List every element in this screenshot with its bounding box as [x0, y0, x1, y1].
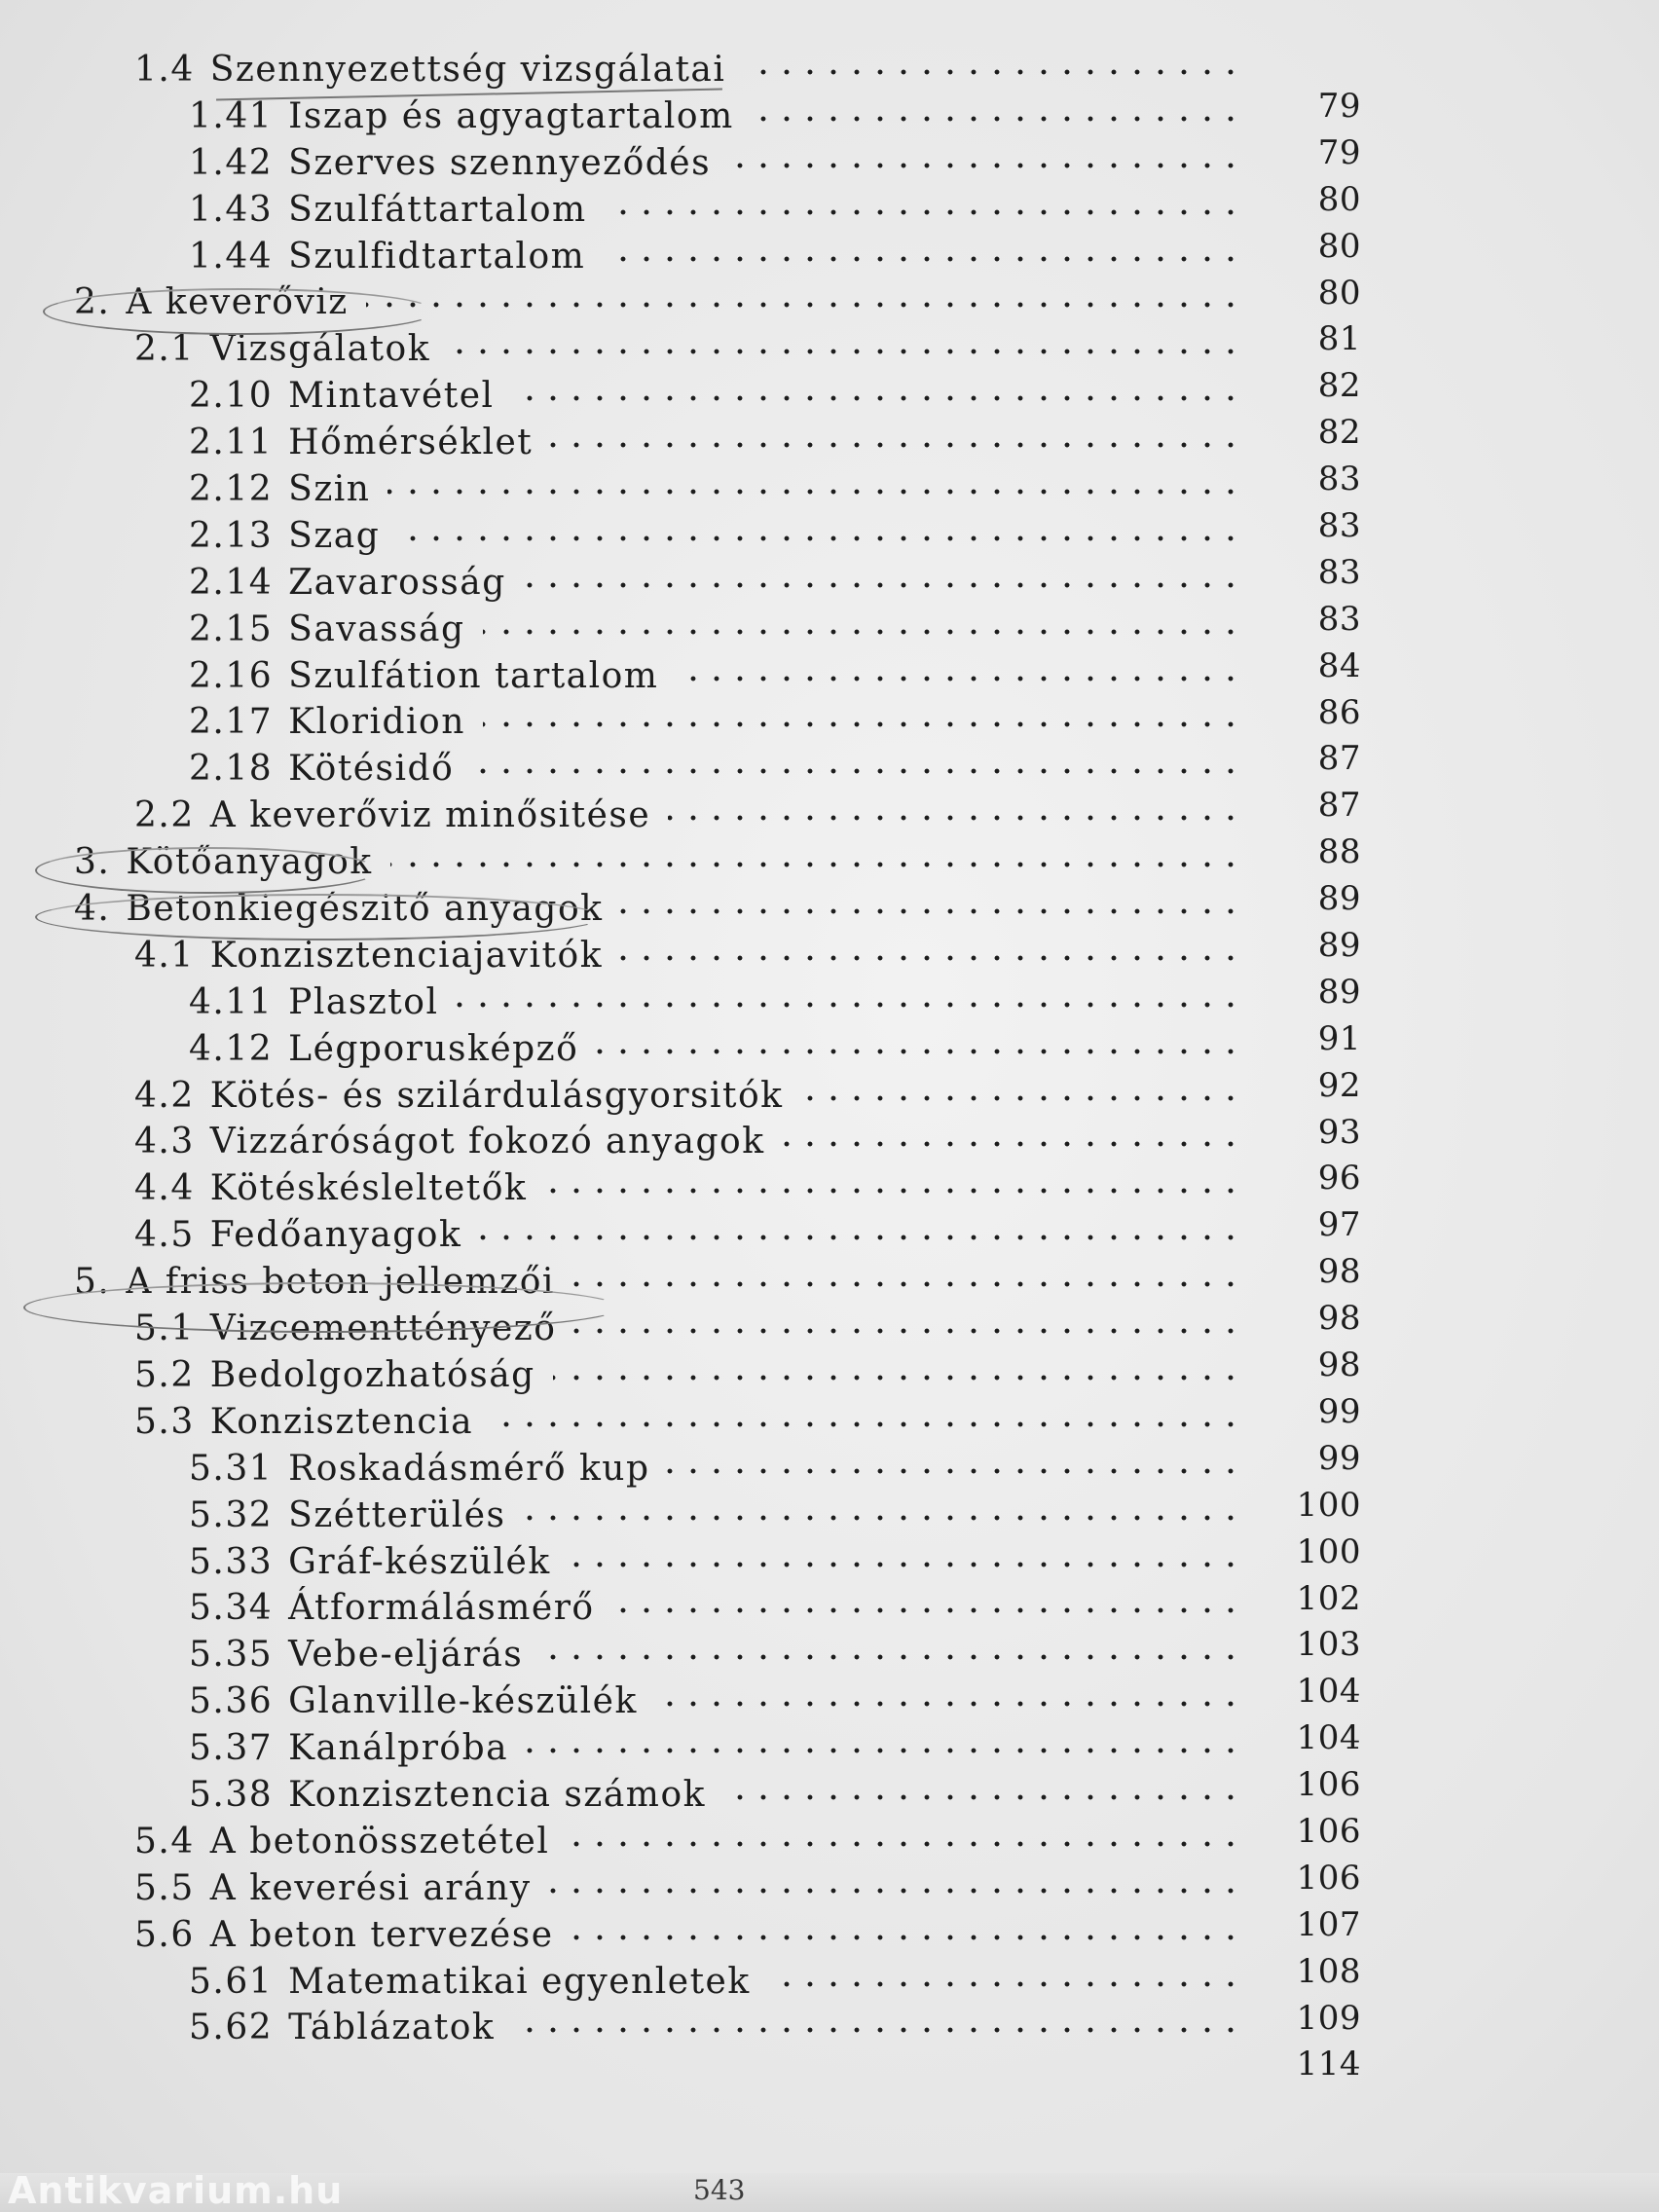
page-number: 80	[1317, 179, 1361, 219]
section-number: 2.11	[189, 423, 274, 463]
section-number: 5.1	[134, 1309, 195, 1349]
section-number: 5.4	[134, 1821, 195, 1862]
section-title: Zavarosság	[288, 562, 506, 603]
toc-entry	[189, 1493, 506, 1539]
section-title: Iszap és agyagtartalom	[288, 95, 734, 136]
page-number: 106	[1296, 1811, 1361, 1851]
dot-leader	[512, 2026, 1242, 2034]
page-number: 106	[1296, 1765, 1361, 1805]
toc-entry	[189, 1632, 523, 1678]
page-number: 99	[1317, 1438, 1361, 1478]
toc-entry	[134, 1212, 461, 1259]
dot-leader	[800, 1094, 1242, 1102]
page-number: 109	[1296, 1998, 1361, 2038]
section-title: Légporusképző	[288, 1028, 579, 1069]
section-title: Szennyezettség vizsgálatai	[209, 50, 726, 90]
dot-leader	[456, 1001, 1242, 1009]
toc-entry	[189, 420, 533, 466]
toc-entry	[189, 560, 506, 607]
section-title: Átformálásmérő	[288, 1588, 595, 1629]
toc-entry	[189, 699, 465, 746]
dot-leader	[483, 628, 1242, 636]
page-number: 82	[1317, 366, 1361, 406]
section-number: 5.31	[189, 1448, 274, 1489]
dot-leader	[571, 1934, 1242, 1941]
page-number: 98	[1317, 1299, 1361, 1339]
section-title: Kötés- és szilárdulásgyorsitók	[209, 1075, 784, 1116]
dot-leader	[743, 68, 1242, 76]
dot-leader	[483, 720, 1242, 728]
page-number: 87	[1317, 786, 1361, 826]
dot-leader	[596, 1048, 1242, 1055]
toc-entry	[189, 979, 438, 1026]
section-number: 4.2	[134, 1075, 195, 1116]
section-number: 4.5	[134, 1215, 195, 1256]
page-number: 80	[1317, 226, 1361, 266]
section-number: 5.36	[189, 1681, 274, 1722]
toc-entry	[134, 1819, 549, 1865]
dot-leader	[540, 1653, 1242, 1661]
section-number: 4.1	[134, 935, 195, 976]
dot-leader	[569, 1561, 1242, 1568]
page-number: 83	[1317, 460, 1361, 499]
dot-leader	[387, 488, 1242, 496]
toc-entry	[189, 1725, 508, 1772]
page-number: 83	[1317, 599, 1361, 639]
section-title: Szag	[288, 515, 381, 556]
section-title: Vizcementtényező	[209, 1309, 557, 1349]
section-title: Betonkiegészitő anyagok	[126, 889, 604, 930]
toc-entry	[189, 140, 711, 187]
dot-leader	[676, 675, 1242, 682]
toc-entry	[189, 607, 465, 653]
dot-leader	[524, 1514, 1242, 1522]
section-number: 2.16	[189, 655, 274, 696]
toc-entry	[134, 1865, 532, 1912]
pencil-circle-mark	[35, 894, 604, 940]
dot-leader	[479, 1234, 1242, 1241]
section-title: Vizzáróságot fokozó anyagok	[209, 1122, 765, 1162]
section-number: 5.37	[189, 1728, 274, 1769]
section-number: 2.	[74, 282, 111, 323]
section-number: 2.10	[189, 376, 274, 417]
page-number: 86	[1317, 692, 1361, 732]
dot-leader	[668, 814, 1242, 822]
section-title: Glanville-készülék	[288, 1681, 638, 1722]
section-number: 2.17	[189, 702, 274, 743]
section-title: Savasság	[288, 608, 465, 649]
section-number: 4.4	[134, 1168, 195, 1209]
page-number: 104	[1296, 1718, 1361, 1758]
section-number: 4.	[74, 889, 111, 930]
pencil-circle-mark	[23, 1282, 621, 1333]
page-footer	[0, 2169, 1659, 2212]
toc-row	[0, 2005, 1659, 2084]
section-title: Konzisztencia	[209, 1401, 474, 1442]
dot-leader	[512, 394, 1242, 402]
footer-page-number: 543	[693, 2174, 746, 2206]
page-number: 108	[1296, 1951, 1361, 1991]
dot-leader	[783, 1140, 1242, 1148]
section-number: 1.42	[189, 142, 274, 183]
section-title: Kanálpróba	[288, 1728, 509, 1769]
page-number: 100	[1296, 1485, 1361, 1525]
section-number: 1.44	[189, 236, 274, 276]
pencil-circle-mark	[35, 847, 380, 894]
page-number: 89	[1317, 972, 1361, 1012]
toc-entry	[134, 1912, 554, 1959]
page-number: 97	[1317, 1205, 1361, 1245]
page-number: 79	[1317, 132, 1361, 172]
section-number: 2.2	[134, 795, 195, 836]
toc-entry	[189, 513, 380, 560]
dot-leader	[366, 301, 1242, 309]
section-number: 5.5	[134, 1867, 195, 1908]
toc-entry	[134, 1352, 535, 1399]
page-number: 92	[1317, 1065, 1361, 1105]
section-title: Szin	[288, 469, 371, 510]
dot-leader	[448, 348, 1242, 355]
section-number: 4.12	[189, 1028, 274, 1069]
dot-leader	[553, 1374, 1242, 1382]
dot-leader	[390, 861, 1242, 868]
dot-leader	[471, 767, 1242, 775]
section-title: Vizsgálatok	[209, 329, 431, 370]
page-number: 83	[1317, 506, 1361, 546]
toc-entry	[189, 373, 495, 420]
section-number: 5.62	[189, 2008, 274, 2048]
section-title: Kloridion	[288, 702, 465, 743]
section-number: 2.18	[189, 749, 274, 790]
page-number: 99	[1317, 1391, 1361, 1431]
toc-entry	[189, 1678, 638, 1725]
page-number: 103	[1296, 1625, 1361, 1665]
section-number: 5.34	[189, 1588, 274, 1629]
section-title: Táblázatok	[288, 2008, 496, 2048]
section-title: Szulfátion tartalom	[288, 655, 659, 696]
dot-leader	[612, 1606, 1242, 1614]
page-number: 98	[1317, 1346, 1361, 1385]
section-title: Szulfidtartalom	[288, 236, 586, 276]
section-title: Konzisztencia számok	[288, 1774, 706, 1815]
page-number: 87	[1317, 739, 1361, 779]
section-title: Konzisztenciajavitók	[209, 935, 604, 976]
page-number: 114	[1296, 2045, 1361, 2084]
toc-entry	[134, 1119, 765, 1165]
section-number: 5.3	[134, 1401, 195, 1442]
section-title: Kötőanyagok	[126, 842, 373, 883]
section-title: Plasztol	[288, 981, 439, 1022]
page-number: 91	[1317, 1018, 1361, 1058]
page-number: 82	[1317, 413, 1361, 453]
page-number: 89	[1317, 926, 1361, 966]
section-number: 2.1	[134, 329, 195, 370]
section-title: A keverőviz minősitése	[209, 795, 651, 836]
dot-leader	[620, 907, 1242, 915]
table-of-contents	[0, 47, 1659, 2084]
section-number: 3.	[74, 842, 111, 883]
dot-leader	[620, 954, 1242, 962]
dot-leader	[667, 1467, 1242, 1475]
toc-entry	[134, 47, 725, 93]
page-number: 104	[1296, 1672, 1361, 1712]
pencil-circle-mark	[43, 288, 436, 335]
section-title: Kötésidő	[288, 749, 455, 790]
dot-leader	[397, 535, 1242, 542]
dot-leader	[491, 1420, 1242, 1428]
section-title: A keverőviz	[126, 282, 349, 323]
section-title: Fedőanyagok	[209, 1215, 462, 1256]
page-number: 107	[1296, 1904, 1361, 1944]
section-number: 5.6	[134, 1914, 195, 1955]
watermark-text: Antikvarium.hu	[8, 2169, 344, 2212]
page-number: 100	[1296, 1531, 1361, 1571]
dot-leader	[544, 1187, 1242, 1195]
page-number: 81	[1317, 319, 1361, 359]
page-number: 89	[1317, 879, 1361, 919]
section-title: Szétterülés	[288, 1494, 506, 1535]
page-number: 106	[1296, 1858, 1361, 1898]
section-number: 5.33	[189, 1541, 274, 1582]
page-number: 83	[1317, 552, 1361, 592]
section-number: 4.11	[189, 981, 274, 1022]
section-title: Gráf-készülék	[288, 1541, 551, 1582]
dot-leader	[603, 255, 1242, 263]
dot-leader	[524, 581, 1242, 589]
section-number: 1.43	[189, 189, 274, 230]
toc-entry	[134, 793, 650, 839]
page-number: 84	[1317, 645, 1361, 685]
dot-leader	[605, 208, 1242, 216]
page-number: 98	[1317, 1252, 1361, 1292]
section-number: 5.61	[189, 1961, 274, 2002]
section-title: Szulfáttartalom	[288, 189, 587, 230]
toc-entry	[189, 234, 585, 280]
toc-entry	[189, 1539, 551, 1586]
toc-entry	[189, 93, 734, 140]
section-title: Mintavétel	[288, 376, 495, 417]
dot-leader	[752, 115, 1242, 123]
section-title: Kötéskésleltetők	[209, 1168, 528, 1209]
section-title: A beton tervezése	[209, 1914, 554, 1955]
page-number: 80	[1317, 273, 1361, 313]
section-number: 1.41	[189, 95, 274, 136]
toc-entry	[189, 1026, 578, 1073]
section-title: A friss beton jellemzői	[126, 1262, 555, 1303]
dot-leader	[526, 1747, 1242, 1754]
dot-leader	[550, 441, 1242, 449]
dot-leader	[768, 1980, 1242, 1988]
section-number: 5.35	[189, 1635, 274, 1676]
section-number: 2.12	[189, 469, 274, 510]
toc-entry	[189, 1959, 751, 2006]
toc-entry	[189, 746, 454, 793]
page-number: 96	[1317, 1159, 1361, 1198]
dot-leader	[728, 162, 1242, 169]
toc-entry	[189, 2005, 495, 2051]
section-number: 2.15	[189, 608, 274, 649]
section-title: Hőmérséklet	[288, 423, 534, 463]
section-title: Szerves szennyeződés	[288, 142, 712, 183]
section-title: A betonösszetétel	[209, 1821, 550, 1862]
section-number: 2.13	[189, 515, 274, 556]
toc-entry	[189, 1585, 595, 1632]
section-number: 5.2	[134, 1354, 195, 1395]
section-number: 5.38	[189, 1774, 274, 1815]
section-title: Roskadásmérő kup	[288, 1448, 650, 1489]
section-number: 2.14	[189, 562, 274, 603]
toc-entry	[189, 187, 587, 234]
section-title: A keverési arány	[209, 1867, 532, 1908]
page-number: 79	[1317, 87, 1361, 126]
section-number: 4.3	[134, 1122, 195, 1162]
toc-entry	[189, 1772, 706, 1819]
toc-entry	[134, 1165, 527, 1212]
toc-entry	[189, 1446, 649, 1493]
section-number: 5.	[74, 1262, 111, 1303]
section-title: Matematikai egyenletek	[288, 1961, 751, 2002]
section-title: Vebe-eljárás	[288, 1635, 524, 1676]
toc-entry	[189, 653, 658, 700]
dot-leader	[549, 1887, 1242, 1895]
page-number: 102	[1296, 1578, 1361, 1618]
dot-leader	[572, 1280, 1242, 1288]
dot-leader	[655, 1700, 1242, 1708]
toc-entry	[189, 466, 370, 513]
dot-leader	[573, 1327, 1242, 1335]
dot-leader	[567, 1840, 1242, 1848]
section-number: 1.4	[134, 50, 195, 90]
page-number: 93	[1317, 1112, 1361, 1152]
toc-entry	[134, 1399, 473, 1446]
page-number: 88	[1317, 832, 1361, 872]
section-title: Bedolgozhatóság	[209, 1354, 535, 1395]
section-number: 5.32	[189, 1494, 274, 1535]
toc-entry	[134, 1073, 783, 1120]
dot-leader	[723, 1793, 1242, 1801]
